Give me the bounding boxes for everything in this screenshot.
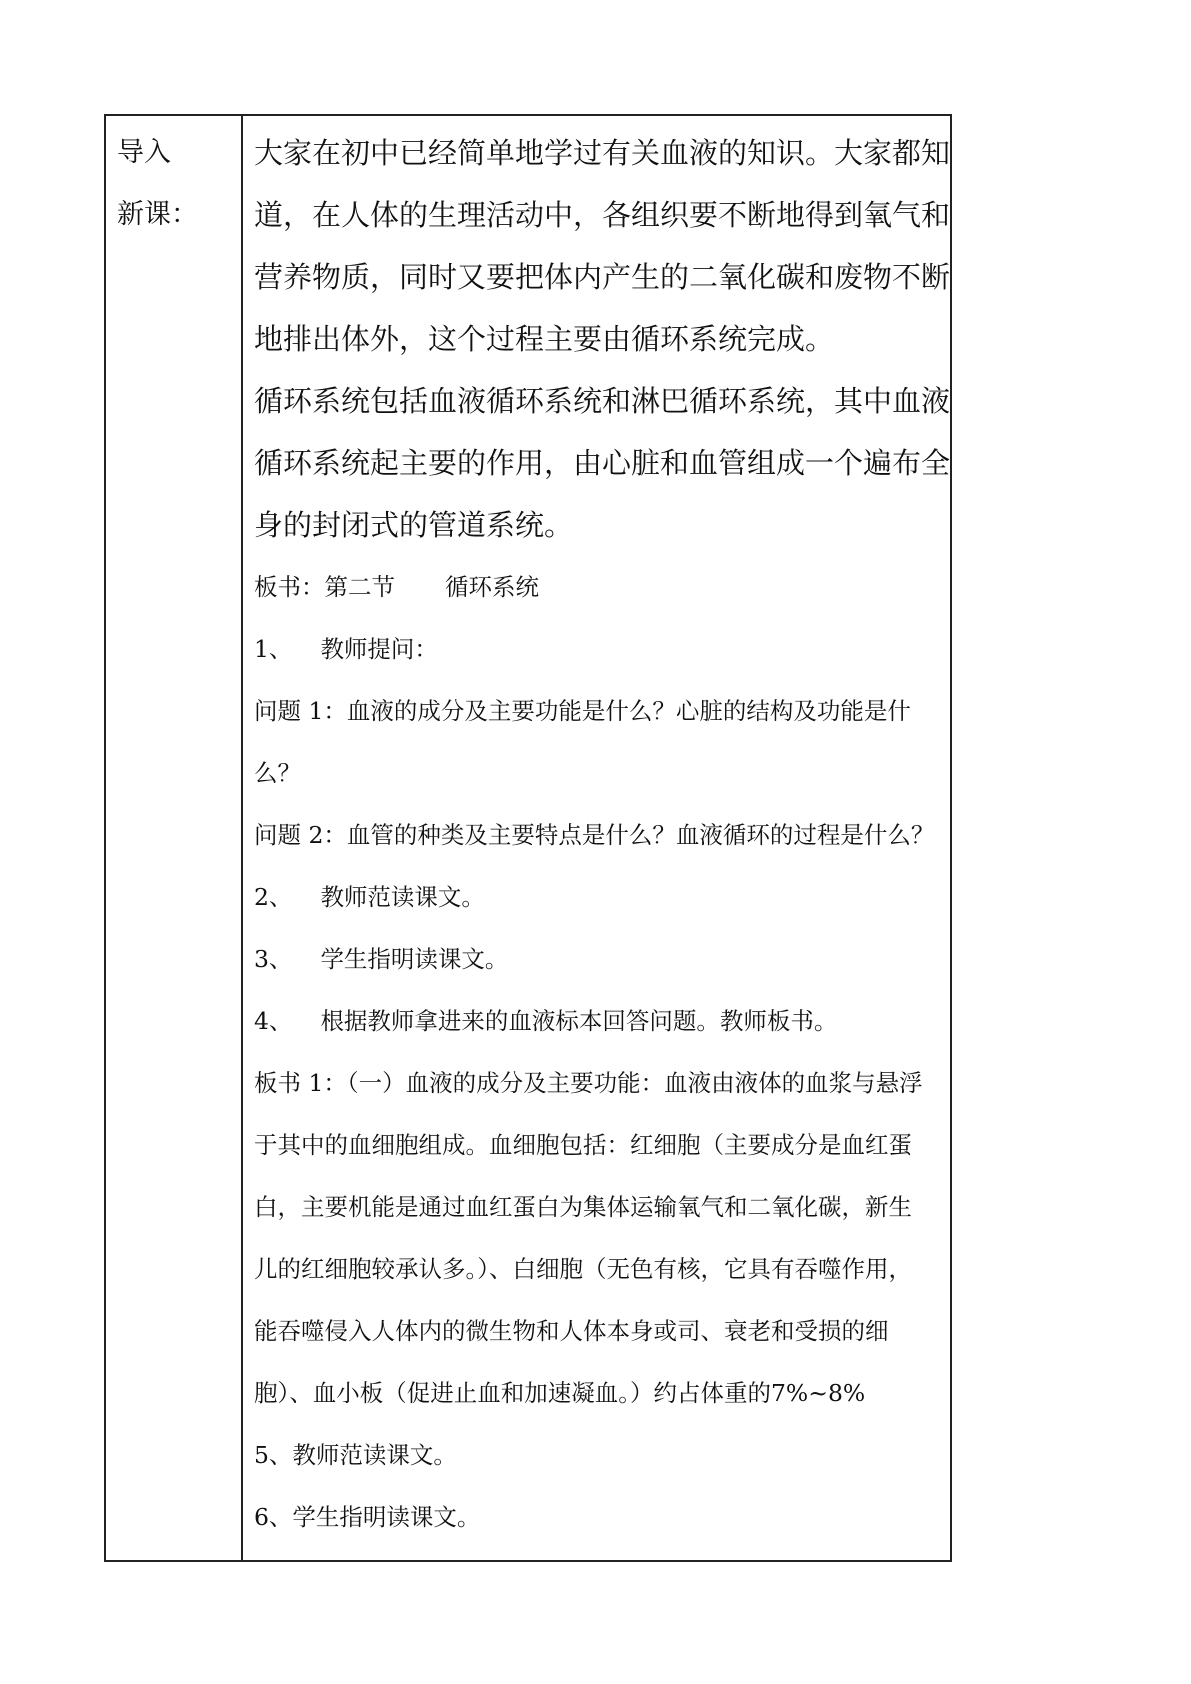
content-cell (243, 116, 950, 1560)
step-2-text: 教师范读课文。 (320, 883, 485, 911)
question-1-line: 么？ (253, 759, 301, 787)
board-1-line: 白，主要机能是通过血红蛋白为集体运输氧气和二氧化碳，新生 (253, 1193, 912, 1221)
question-1-line: 问题 1：血液的成分及主要功能是什么？心脏的结构及功能是什 (253, 697, 911, 725)
step-6: 6、学生指明读课文。 (253, 1503, 481, 1531)
label-cell (106, 116, 243, 1560)
step-2 (254, 866, 950, 928)
board-title-prefix: 板书：第二节 (253, 573, 395, 601)
step-5: 5、教师范读课文。 (253, 1441, 457, 1469)
intro-line: 循环系统包括血液循环系统和淋巴循环系统，其中血液 (253, 384, 950, 418)
board-1-line: 儿的红细胞较承认多。）、白细胞（无色有核，它具有吞噬作用， (253, 1255, 912, 1283)
board-title-text: 循环系统 (444, 573, 539, 601)
intro-line: 营养物质，同时又要把体内产生的二氧化碳和废物不断 (253, 260, 950, 294)
step-1 (254, 618, 950, 680)
board-1-line: 板书 1：（一）血液的成分及主要功能：血液由液体的血浆与悬浮 (253, 1069, 923, 1097)
step-1-number: 1、 (253, 635, 293, 663)
intro-line: 地排出体外，这个过程主要由循环系统完成。 (253, 322, 834, 356)
question-2: 问题 2：血管的种类及主要特点是什么？血液循环的过程是什么？ (253, 821, 935, 849)
board-1-line: 于其中的血细胞组成。血细胞包括：红细胞（主要成分是血红蛋 (253, 1131, 912, 1159)
step-4 (254, 990, 950, 1052)
intro-line: 循环系统起主要的作用，由心脏和血管组成一个遍布全 (253, 446, 950, 480)
step-3-text: 学生指明读课文。 (320, 945, 509, 973)
step-4-text: 根据教师拿进来的血液标本回答问题。教师板书。 (320, 1007, 838, 1035)
step-3 (254, 928, 950, 990)
label-line-1: 导入 (117, 137, 171, 168)
intro-line: 身的封闭式的管道系统。 (253, 508, 573, 542)
board-1-line: 胞）、血小板（促进止血和加速凝血。）约占体重的7%~8% (253, 1379, 866, 1407)
intro-line: 道，在人体的生理活动中，各组织要不断地得到氧气和 (253, 198, 950, 232)
intro-line: 大家在初中已经简单地学过有关血液的知识。大家都知 (253, 136, 950, 170)
step-3-number: 3、 (253, 945, 293, 973)
step-2-number: 2、 (253, 883, 293, 911)
label-line-2: 新课： (117, 199, 198, 230)
step-1-text: 教师提问： (320, 635, 438, 663)
lesson-table (104, 114, 952, 1562)
step-4-number: 4、 (253, 1007, 293, 1035)
board-title (254, 556, 950, 618)
board-1-line: 能吞噬侵入人体内的微生物和人体本身或司、衰老和受损的细 (253, 1317, 889, 1345)
